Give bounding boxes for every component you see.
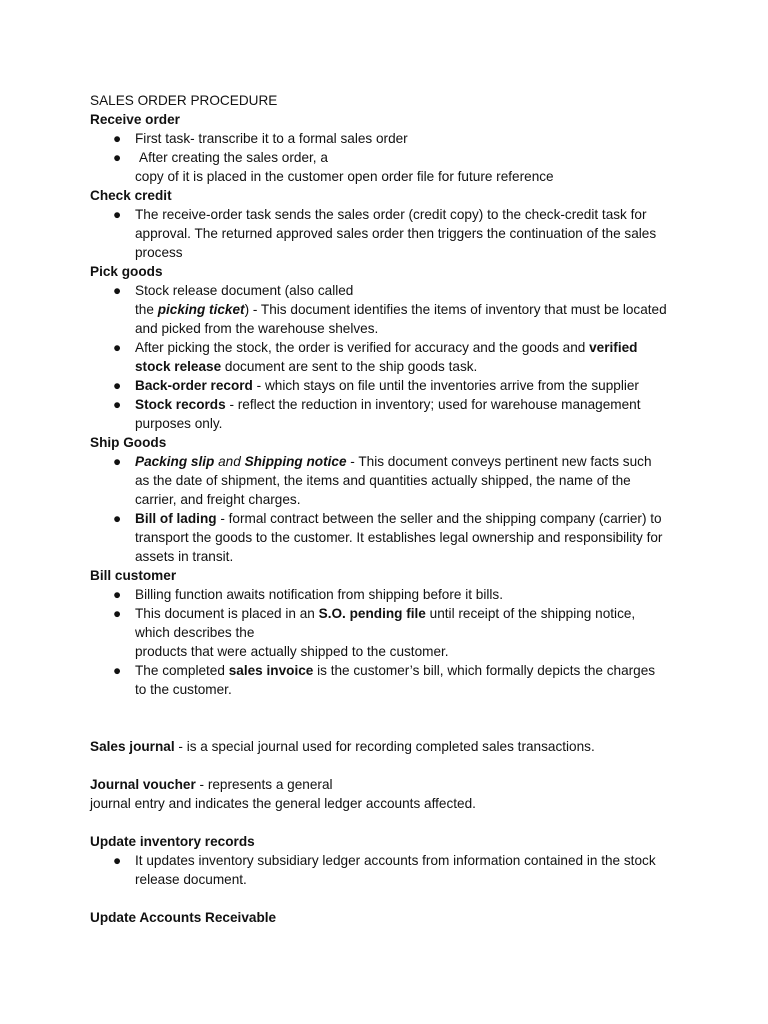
spacer: [90, 699, 690, 737]
term-packing-slip: Packing slip: [135, 454, 215, 469]
section-heading-check-credit: Check credit: [90, 188, 172, 203]
term-sales-invoice: sales invoice: [228, 663, 314, 678]
section-heading-receive-order: Receive order: [90, 112, 180, 127]
section-heading-ship-goods: Ship Goods: [90, 435, 167, 450]
spacer: [90, 889, 690, 908]
bullet-icon: ●: [113, 283, 122, 298]
ship-goods-list: [90, 452, 690, 566]
list-item: ● Stock records - reflect the reduction in inventory; used for warehouse management purposes only.: [113, 397, 641, 431]
journal-voucher-paragraph: Journal voucher - represents a general: [90, 777, 333, 792]
document-page: SALES ORDER PROCEDURE Receive order ● First task- transcribe it to a formal sales order ● After creating the sales order, a copy of it is placed in the customer open order file for future reference Check credit ● The receive-order task sends the sales order (credit copy) to the check-credit task for approval. The returned approved sales order then triggers the continuation of the sales process Pick goods ● Stock release document (also called the picking ticket) - This document identifies the items of inventory that must be located and picked from the warehouse shelves. ● After picking the stock, the order is verified for accuracy and the goods and verified stock release document are sent to the ship goods task. ● Back-order record - which stays on file until the inventories arrive from the supplier ● Stock records - reflect the reduction in inventory; used for warehouse management purposes only. Ship Goods ● Packing slip and Shipping notice - This document conveys pertinent new facts such as the date of shipment, the items and quantities actually shipped, the name of the carrier, and freight charges. ● Bill of lading - formal contract between the seller and the shipping company (carrier) to transport the goods to the customer. It establishes legal ownership and responsibility for assets in transit. Bill customer ● Billing function awaits notification from shipping before it bills. ● This document is placed in an S.O. pending file until receipt of the shipping notice, which describes the products that were actually shipped to the customer. ● The completed sales invoice is the customer’s bill, which formally depicts the charges to the customer. Sales journal - is a special journal used for recording completed sales transactions. Journal voucher - represents a general journal entry and indicates the general ledger accounts affected. Update inventory records ● It updates inventory subsidiary ledger accounts from information contained in the stock release document. Update Accounts Receivable: [90, 91, 690, 927]
section-heading-update-ar: Update Accounts Receivable: [90, 910, 277, 925]
bullet-icon: ●: [113, 454, 122, 469]
term-stock-release: stock release: [135, 359, 222, 374]
spacer: [90, 813, 690, 832]
bill-customer-list: [90, 585, 690, 699]
list-item: ● Bill of lading - formal contract between the seller and the shipping company (carrier) to transport the goods to the customer. It establishes legal ownership and responsibility for assets in transit.: [113, 511, 663, 564]
section-heading-update-inventory: Update inventory records: [90, 834, 255, 849]
term-bill-of-lading: Bill of lading: [135, 511, 217, 526]
list-item: ● After creating the sales order, a copy of it is placed in the customer open order file for future reference: [113, 150, 554, 184]
check-credit-list: [90, 205, 690, 262]
list-item: ● After picking the stock, the order is verified for accuracy and the goods and verified stock release document are sent to the ship goods task.: [113, 340, 638, 374]
section-heading-bill-customer: Bill customer: [90, 568, 177, 583]
list-item: ● Packing slip and Shipping notice - This document conveys pertinent new facts such as the date of shipment, the items and quantities actually shipped, the name of the carrier, and freight charges.: [113, 454, 652, 507]
section-heading-pick-goods: Pick goods: [90, 264, 163, 279]
term-shipping-notice: Shipping notice: [244, 454, 347, 469]
term-so-pending-file: S.O. pending file: [318, 606, 426, 621]
list-item: ● Back-order record - which stays on file until the inventories arrive from the supplier: [113, 378, 639, 393]
list-item: ● It updates inventory subsidiary ledger accounts from information contained in the stock release document.: [113, 853, 656, 887]
term-back-order-record: Back-order record: [135, 378, 253, 393]
list-item: ● The receive-order task sends the sales order (credit copy) to the check-credit task for approval. The returned approved sales order then triggers the continuation of the sales process: [113, 207, 657, 260]
receive-order-list: [90, 129, 690, 186]
term-verified: verified: [589, 340, 638, 355]
bullet-icon: ●: [113, 587, 122, 602]
list-item: ● Billing function awaits notification from shipping before it bills.: [113, 587, 503, 602]
bullet-icon: ●: [113, 207, 122, 222]
bullet-icon: ●: [113, 853, 122, 868]
bullet-icon: ●: [113, 511, 122, 526]
bullet-icon: ●: [113, 606, 122, 621]
update-inventory-list: [90, 851, 690, 889]
pick-goods-list: [90, 281, 690, 433]
bullet-icon: ●: [113, 378, 122, 393]
term-stock-records: Stock records: [135, 397, 226, 412]
bullet-icon: ●: [113, 663, 122, 678]
term-picking-ticket: picking ticket: [157, 302, 245, 317]
document-title: SALES ORDER PROCEDURE: [90, 93, 278, 108]
bullet-icon: ●: [113, 340, 122, 355]
bullet-icon: ●: [113, 150, 122, 165]
bullet-icon: ●: [113, 131, 122, 146]
bullet-icon: ●: [113, 397, 122, 412]
sales-journal-paragraph: Sales journal - is a special journal used for recording completed sales transactions.: [90, 739, 595, 754]
term-sales-journal: Sales journal: [90, 739, 175, 754]
list-item: ● First task- transcribe it to a formal sales order: [113, 131, 408, 146]
list-item: ● Stock release document (also called the picking ticket) - This document identifies the items of inventory that must be located and picked from the warehouse shelves.: [113, 283, 667, 336]
spacer: [90, 756, 690, 775]
term-journal-voucher: Journal voucher: [90, 777, 196, 792]
list-item: ● The completed sales invoice is the customer’s bill, which formally depicts the charges to the customer.: [113, 663, 656, 697]
list-item: ● This document is placed in an S.O. pending file until receipt of the shipping notice, which describes the products that were actually shipped to the customer.: [113, 606, 636, 659]
